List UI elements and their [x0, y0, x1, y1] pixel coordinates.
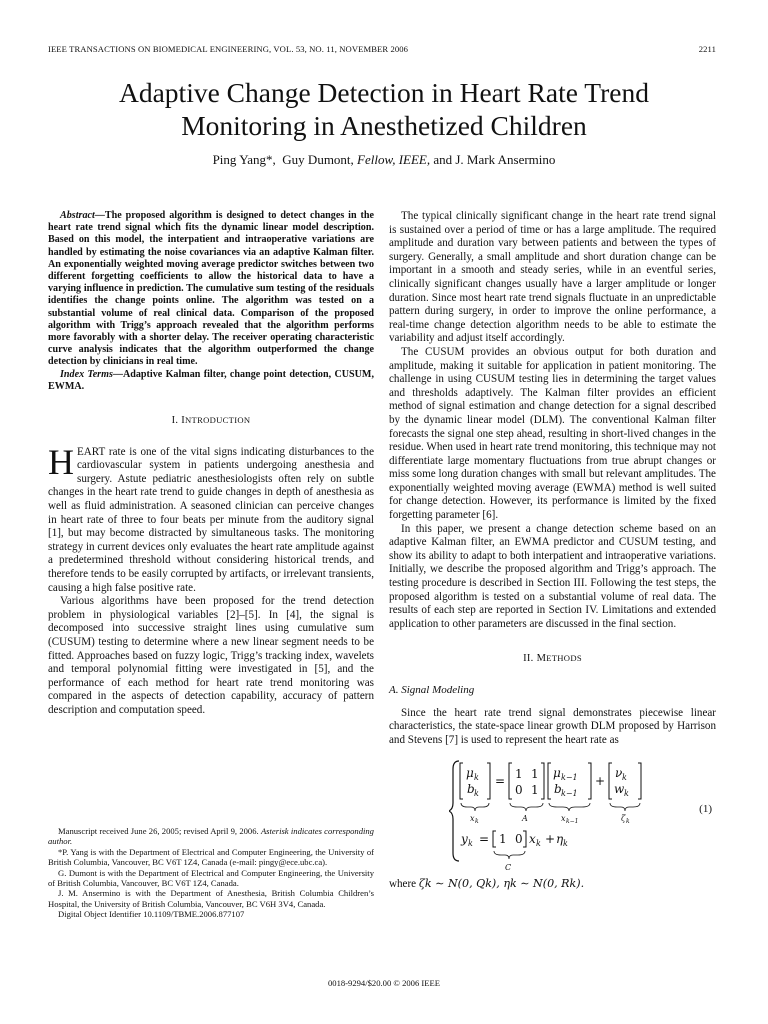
svg-text:0: 0: [515, 832, 523, 847]
author-and: and: [433, 152, 453, 167]
svg-text:w: w: [614, 782, 625, 797]
svg-text:k−1: k−1: [561, 773, 578, 783]
svg-text:1: 1: [531, 767, 539, 782]
author-2: Guy Dumont,: [282, 152, 354, 167]
svg-text:k: k: [624, 789, 629, 799]
equation-1-figure: [449, 757, 669, 875]
svg-text:k: k: [536, 839, 541, 849]
intro-paragraph-2: Various algorithms have been proposed for the trend detection problem in physiological variables [2]–[5]. In [4], the signal is decomposed into successive straight lines using cumulative sum (CUSUM) testing to determine where a new linear segment needs to be fitted. Approaches based on fuzzy logic, Trigg’s tracking index, wavelets and temporal polynomial fitting were investigated in [5], and the performance of each method for heart rate trend monitoring was compared in the aspects of detection capability, accuracy of pattern description and computation speed.: [48, 595, 374, 716]
right-column: [389, 210, 716, 892]
section-initial: M: [536, 653, 547, 665]
svg-text:b: b: [467, 782, 475, 797]
svg-text:k: k: [474, 773, 479, 783]
svg-text:μ: μ: [466, 766, 474, 781]
svg-text:k: k: [475, 818, 479, 826]
abstract-text: —The proposed algorithm is designed to detect changes in the heart rate trend signal which fits the dynamic linear model description. Based on this model, the interpatient and intraoperative variations are handled by estimating the noise covariances via an adaptive Kalman filter. An exponentially weighted moving average predictor switches between two different forgetting coefficients to allow the historical data to have a varying influence in prediction. The cumulative sum testing of the residuals identifies the change points online. The algorithm was tested on a substantial volume of real clinical data. Comparison of the proposed algorithm with Trigg’s approach revealed that the algorithm performs more favorably with a shorter delay. The receiver operating characteristic curve analysis indicates that the algorithm outperformed the change detection by clinicians in real time.: [48, 210, 374, 368]
svg-text:η: η: [556, 832, 564, 847]
equation-where: [389, 877, 716, 892]
svg-text:ζ: ζ: [621, 814, 626, 824]
index-terms-lead: Index Terms: [60, 368, 113, 380]
abstract-lead: Abstract: [60, 210, 95, 221]
right-paragraph-3: In this paper, we present a change detection scheme based on an adaptive Kalman filter, an EWMA predictor and CUSUM testing, and show its ability to adapt to both interpatient and intraoperative variations. Initially, we describe the proposed algorithm and Trigg’s approach. The testing procedure is described in Section III. Following the test steps, the proposed algorithm is tested on a substantial volume of real data. The results of each step are reported in Section IV. Limitations and extended application to other parameters are discussed in the final section.: [389, 522, 716, 630]
svg-text:k: k: [474, 789, 479, 799]
title-line-1: Adaptive Change Detection in Heart Rate Trend: [118, 77, 649, 108]
where-math: ζk ∼ N(0, Qk), ηk ∼ N(0, Rk).: [418, 877, 585, 891]
svg-text:1: 1: [499, 832, 507, 847]
author-1: Ping Yang*,: [212, 152, 276, 167]
section-numeral: I.: [171, 415, 179, 427]
footnote-received-text: Manuscript received June 26, 2005; revised April 9, 2006.: [58, 826, 259, 836]
left-column: [48, 210, 374, 718]
section-rest: ETHODS: [546, 653, 582, 664]
footnotes: [48, 826, 374, 920]
right-paragraph-4: Since the heart rate trend signal demonstrates piecewise linear characteristics, the state-space linear growth DLM proposed by Harrison and Stevens [7] is used to represent the heart rate as: [389, 706, 716, 746]
equation-number: (1): [699, 803, 712, 816]
svg-text:b: b: [554, 782, 562, 797]
where-prefix: where: [389, 878, 417, 891]
svg-text:C: C: [505, 863, 512, 873]
footnote-dumont: G. Dumont is with the Department of Electrical and Computer Engineering, the University of British Columbia, Vancouver, BC V6T 1Z4, Canada.: [48, 867, 374, 889]
author-2-role: Fellow, IEEE,: [357, 152, 431, 167]
svg-text:=: =: [495, 774, 506, 789]
svg-text:μ: μ: [553, 766, 561, 781]
section-heading-methods: [389, 652, 716, 666]
svg-text:+: +: [595, 774, 606, 789]
footnote-ansermino: J. M. Ansermino is with the Department of Anesthesia, British Columbia Children’s Hospital, the University of British Columbia, Vancouver, BC V6H 3V4, Canada.: [48, 888, 374, 909]
right-paragraph-2: The CUSUM provides an obvious output for both duration and amplitude, making it suitable for application in patient monitoring. The challenge in using CUSUM testing lies in determining the target values and thresholds adaptively. The Kalman filter provides an efficient method of signal estimation and change detection for a signal described by the dynamic linear model (DLM). The conventional Kalman filter forecasts the signal one step ahead, resulting in short-lived changes in the residue. When used in heart rate trend monitoring, this technique may not differentiate large momentary fluctuations from true abrupt changes or miss some long duration changes with small but relevant amplitudes. The exponentially weighted moving average (EWMA) method is well suited for change detection. However, its performance is limited by the fixed forgetting parameter [6].: [389, 345, 716, 522]
right-paragraph-1: The typical clinically significant change in the heart rate trend signal is sustained over a period of time or has a large amplitude. The required amplitude and duration vary between patients and between the types of surgery. Generally, a small amplitude and short duration change can be important in a smooth and steady series, while in an eventful series, clinically significant changes usually have a larger amplitude or longer duration. Since most heart rate trend signals fluctuate in an unpredictable pattern during surgery, in order to improve the online performance, a real-time change detection algorithm needs to be able to estimate the variability and adjust itself accordingly.: [389, 210, 716, 345]
index-terms-text: —Adaptive Kalman filter, change point detection, CUSUM, EWMA.: [48, 368, 374, 392]
page-number: 2211: [698, 44, 716, 54]
intro-paragraph-1-text: EART rate is one of the vital signs indicating disturbances to the cardiovascular system in patients undergoing anesthesia and surgery. Astute pediatric anesthesiologists often rely on subtle changes in the heart rate trend to guide changes in depth of anesthesia as well as fluid administration. A seasoned clinician can perceive changes in heart rate of three to four beats per minute from the auditory signal [1], but may become distracted by simultaneous tasks. The monitoring strategy in current devices only evaluates the heart rate amplitude against a predetermined threshold without considering historical trends, and therefore tends to be easily corrupted by artifacts, or irrelevant transients, causing a high false positive rate.: [48, 445, 374, 594]
intro-paragraph-1: [48, 441, 374, 596]
footnote-doi: Digital Object Identifier 10.1109/TBME.2006.877107: [58, 909, 245, 920]
drop-cap: H: [48, 441, 74, 482]
svg-text:k−1: k−1: [566, 818, 579, 826]
svg-text:k: k: [626, 818, 630, 826]
svg-text:0: 0: [515, 783, 523, 798]
running-head: [48, 44, 716, 54]
footnote-corresponding: Asterisk indicates corresponding author.: [48, 826, 374, 847]
svg-text:x: x: [470, 814, 475, 824]
abstract: [48, 210, 374, 369]
footnote-received: [48, 826, 374, 847]
subsection-heading: A. Signal Modeling: [389, 684, 475, 696]
svg-text:x: x: [561, 814, 566, 824]
svg-text:=: =: [479, 832, 490, 847]
footnote-yang: *P. Yang is with the Department of Electrical and Computer Engineering, the University of British Columbia, Vancouver, BC V6T 1Z4, Canada (e-mail: pingy@ece.ubc.ca).: [48, 846, 374, 868]
svg-text:k: k: [622, 773, 627, 783]
svg-text:+: +: [545, 832, 556, 847]
journal-name: IEEE TRANSACTIONS ON BIOMEDICAL ENGINEERING, VOL. 53, NO. 11, NOVEMBER 2006: [48, 44, 409, 54]
paper-title: [0, 76, 768, 142]
svg-text:1: 1: [515, 767, 523, 782]
section-rest: NTRODUCTION: [185, 415, 251, 426]
section-heading-introduction: [48, 414, 374, 428]
svg-text:k: k: [563, 839, 568, 849]
copyright-footer: 0018-9294/$20.00 © 2006 IEEE: [327, 978, 441, 988]
svg-text:1: 1: [531, 783, 539, 798]
section-numeral: II.: [523, 653, 534, 665]
svg-text:y: y: [461, 832, 468, 847]
index-terms: [48, 369, 374, 393]
svg-text:ν: ν: [615, 766, 623, 781]
author-list: [0, 152, 768, 168]
section-initial: I: [181, 415, 186, 427]
title-line-2: Monitoring in Anesthetized Children: [181, 110, 587, 141]
author-3: J. Mark Ansermino: [455, 152, 556, 167]
svg-text:k: k: [468, 839, 473, 849]
equation-1: [389, 757, 716, 875]
svg-text:A: A: [522, 814, 528, 824]
svg-text:k−1: k−1: [561, 789, 578, 799]
svg-text:x: x: [529, 832, 536, 847]
